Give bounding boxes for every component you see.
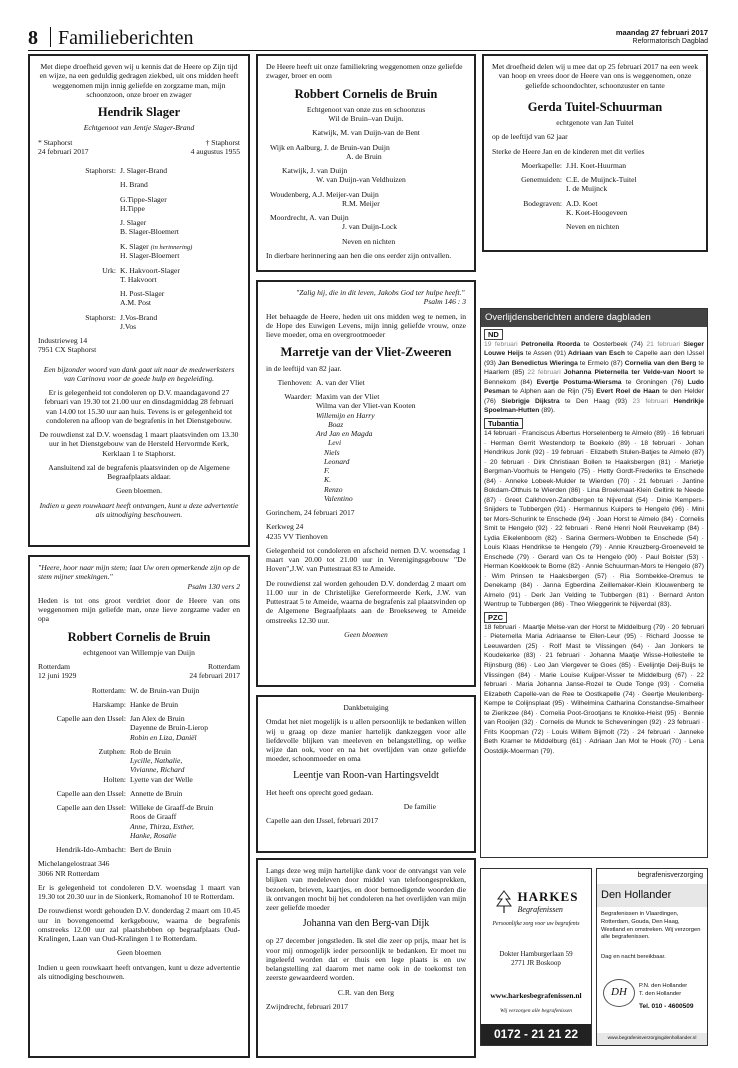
nd-entry-part: Jan Benedictus Wieringa [495, 359, 578, 367]
nd-entry-part: Evert Roel de Haan [593, 388, 660, 396]
relative: Leonard [324, 456, 350, 466]
relative: Jan Alex de Bruin [130, 714, 185, 723]
relative: K. [324, 475, 331, 485]
thanks-closing: Het heeft ons oprecht goed gedaan. [266, 787, 374, 797]
nd-entry-part: te Assen (91) [523, 350, 566, 358]
relative: Katwijk, J. van Duijn [282, 166, 348, 175]
dh-name: Den Hollander [597, 884, 707, 907]
relative: Willeke de Graaff-de Bruin [130, 803, 214, 812]
notice-intro: Met droefheid delen wij u mee dat op 25 februari 2017 na een week van hoop en vrees door de Heere van ons is weggenomen, onze geliefde schoondochter, schoonzuster en tante [492, 62, 699, 90]
verse: "Heere, hoor naar mijn stem; laat Uw oren opmerkende zijn op de stem mijner smekingen." [38, 563, 240, 582]
section-title: Familieberichten [58, 27, 194, 49]
notice-van-den-berg [256, 858, 476, 1058]
address-street: Michelangelostraat 346 [38, 859, 110, 869]
relative: W. van Duijn-van Veldhuizen [316, 175, 406, 185]
place-date: Gorinchem, 24 februari 2017 [266, 508, 355, 517]
harkes-website[interactable]: www.harkesbegrafenissen.nl [490, 991, 582, 1001]
dh-label: begrafenisverzorging [597, 869, 707, 885]
tag-nd: ND [484, 329, 503, 340]
nd-entry-part: 23 februari [627, 397, 669, 405]
address [38, 336, 240, 355]
relative-place: Hendrik-Ido-Ambacht: [55, 845, 126, 854]
notice-intro: De Heere heeft uit onze familiekring weggenomen onze geliefde zwager, broer en oom [266, 62, 463, 81]
relative-place: Urk: [102, 265, 116, 275]
harkes-logo-sub: Begrafenissen [517, 905, 563, 915]
dates [38, 138, 240, 157]
deceased-name: Marretje van der Vliet-Zweeren [280, 345, 452, 360]
tag-pzc: PZC [484, 612, 507, 623]
relative: K. Koet-Hoogeveen [566, 207, 628, 217]
other-papers-obituaries [480, 308, 708, 858]
relative: Maxim van der Vliet [316, 392, 380, 401]
nd-entry-part: Johanna Pieternella ter Velde-van Noort [560, 369, 696, 377]
notice-bruin-family [256, 54, 476, 272]
relative-place: Holten: [103, 774, 126, 784]
flowers-note: Geen bloemen. [116, 486, 162, 496]
notice-tuitel [482, 54, 708, 252]
relative: Katwijk, M. van Duijn-van de Bent [312, 128, 420, 138]
newspaper-name: Reformatorisch Dagblad [632, 38, 708, 45]
verse: "Zalig hij, die in dit leven, Jakobs God ter hulpe heeft." [296, 288, 465, 297]
relative: Valentino [324, 493, 353, 503]
nd-entry-part: Evertje Postuma-Wiersma [532, 378, 622, 386]
relative: Hanke de Bruin [130, 699, 179, 709]
header-rule [28, 50, 708, 51]
nd-entry-part: te Den Haag (93) [559, 397, 628, 405]
deceased-name: Robbert Cornelis de Bruin [67, 629, 211, 644]
den-hollander-advertisement [596, 868, 708, 1046]
tubantia-list: 14 februari · Franciscus Albertus Horselenberg te Almelo (89) · 16 februari · Herman Gerrit Westendorp te Boekelo (89) · 18 februari · Johan Hendrikus Jonk (92) · 19 februari · Elizabeth Stulen-Batjes te Almelo (87) · 20 februari · Dirk Christiaan Bollen te Haaksbergen (81) · Marietje Bergman-Voorhuis te Hengelo (75) · Hetty Gordt-Frederiks te Enschede (84) · Anneke Lobeek-Mulder te Wierden (70) · 21 februari · Jantine Bokdam-Olthuis te Wierden (86) · Lina Broekmaat-Klein Geltink te Neede (87) · Greet Calkhoven-Zandbergen te Nijverdal (54) · Dinie Kempers-Snijders te Tubbergen (91) · Hermannus Kuipers te Hengelo (96) · Mini ter Mors-Schurink te Enschede (94) · Joan Horst te Almelo (84) · Cornelis Smit te Hengelo (92) · 22 februari · René Henri Noël Reuvekamp (84) · Lydia Eikelenboom (82) · Sarina Germers-Wobben te Enschede (54) · Louis Klaas Hendrikse te Hengelo (79) · Annie Kreuzberg-Groeneveld te Enschede (79) · Gerard van Os te Hengelo (90) · Paul Bolster (53) · Herman Koekkoek te Borne (82) · Annie Schuurman-Mors te Hengelo (87) · Wim Prinsen te Haaksbergen (57) · Ria Sombekke-Oremus te Denekamp (84) · Janna Egberdina Zeillemaker-Klein Klouwenberg te Almelo (91) · Derk Jan Velding te Tubbergen (81) · Bernard Anton Wentrup te Tubbergen (86) · Theo Wieggerink te Nijverdal (83). [484, 429, 704, 609]
relative-place: Staphorst: [85, 166, 116, 175]
relative: A. de Bruin [346, 151, 382, 161]
signature: De familie [403, 801, 436, 811]
thanks-text: Langs deze weg mijn hartelijke dank voor de ontvangst van vele blijken van medeleven door middel van telefoongesprekken, bezoeken, brieven, kaartjes, en door bemoedigende woorden die ik ontvangen mocht bij het condoleren na het overlijden van mijn zeer geliefde moeder [266, 866, 466, 912]
age-line: in de leeftijd van 82 jaar. [266, 363, 342, 373]
nd-entry-part: te Bennekom (84) [484, 369, 704, 386]
nd-entry-part: te Capelle aan den IJssel (93) [484, 350, 704, 367]
thanks-text: Omdat het niet mogelijk is u allen persoonlijk te bedanken willen wij u graag op deze manier hartelijk dankzeggen voor alle liefdevolle blijken van meeleven en belangstelling, op welke wijze dan ook, voor en na het overlijden van onze geliefde moeder, schoonmoeder en oma [266, 717, 466, 764]
nd-entry-part: te Ermelo (87) [577, 359, 623, 367]
nd-entry-part: te Alphen aan de Rijn (75) [509, 388, 594, 396]
spouse-line: echtgenoot van Willempje van Duijn [83, 647, 195, 657]
relative-place: Staphorst: [85, 312, 116, 322]
relative: Vivianne, Richard [130, 765, 185, 775]
nd-list [484, 340, 704, 416]
relative: Willemijn en Harry [316, 410, 375, 420]
notice-intro: Heden is tot ons groot verdriet door de Heere van ons weggenomen mijn geliefde man, onze lieve zorgzame vader en opa [38, 595, 240, 624]
relative: Neven en nichten [342, 236, 396, 246]
comfort-line: Sterke de Heere Jan en de kinderen met dit verlies [492, 146, 645, 156]
relative: I. de Muijnck [566, 184, 608, 194]
relatives [38, 166, 240, 331]
relative-place: Capelle aan den IJssel: [56, 803, 126, 812]
harkes-phone[interactable]: 0172 - 21 21 22 [481, 1024, 591, 1045]
spouse-line: echtgenote van Jan Tuitel [556, 118, 634, 127]
deceased-name: Leentje van Roon-van Hartingsveldt [293, 769, 439, 781]
relative: Anne, Thirza, Esther, [130, 821, 194, 831]
nd-entry-part: te Groningen (76) [621, 378, 684, 386]
obituaries-title: Overlijdensberichten andere dagbladen [481, 309, 707, 327]
harkes-tagline: Persoonlijke zorg voor uw begrafenis [492, 921, 580, 927]
relative: F. [324, 466, 330, 475]
dh-phone[interactable]: Tel. 010 - 4600509 [639, 1003, 694, 1010]
dh-contact-2: T. den Hollander [639, 991, 682, 997]
address-city: 4235 VV Tienhoven [266, 531, 328, 541]
relative: Lyette van der Welle [130, 774, 193, 784]
relative: H. Slager-Bloemert [120, 251, 180, 261]
deceased-name: Robbert Cornelis de Bruin [294, 86, 438, 101]
relative: K. Hakvoort-Slager [120, 265, 180, 275]
relative: Rob de Bruin [130, 746, 171, 756]
nd-entry-part: Cornelia van den Berg [622, 359, 697, 367]
harkes-logo: HARKES [517, 889, 579, 905]
address-city: 3066 NR Rotterdam [38, 868, 100, 878]
notice-intro: Met diepe droefheid geven wij u kennis dat de Heere op Zijn tijd en wijze, na een geduldig gedragen ziekbed, uit ons midden heeft weggenomen mijn innig geliefde en zorgzame man, mijn schoonzoon, onze broer en zwager [39, 62, 239, 99]
relative: Dayenne de Bruin-Lierop [130, 723, 209, 733]
relative: Annette de Bruin [130, 788, 183, 798]
signature: C.R. van den Berg [337, 987, 395, 997]
birth-place: Rotterdam [38, 662, 71, 671]
deceased-name: Johanna van den Berg-van Dijk [302, 918, 430, 930]
relative: J. Slager-Brand [120, 166, 168, 175]
relative-place: Capelle aan den IJssel: [56, 714, 126, 723]
birth-place: * Staphorst [38, 137, 73, 147]
birth-date: 24 februari 2017 [38, 146, 89, 156]
deceased-name: Gerda Tuitel-Schuurman [527, 99, 663, 114]
remembrance-note: (in herinnering) [150, 243, 193, 251]
tree-logo-icon [494, 889, 514, 915]
relative: Levi [328, 438, 342, 448]
nd-entry-part: 19 februari [484, 340, 518, 348]
service-info: De rouwdienst wordt gehouden D.V. donderdag 2 maart om 10.45 uur in bovengenoemd kerkgebouw, waarna de begrafenis omstreeks 12.00 uur zal plaatshebben op begraafplaats Oud-Kralingen, Laan van Oud-Kralingen 1 te Rotterdam. [38, 906, 240, 943]
relative: H. Brand [120, 180, 148, 190]
relative: T. Hakvoort [120, 274, 157, 284]
pzc-list: 18 februari · Maartje Melse-van der Horst te Middelburg (79) · 20 februari · Pieternella Maria Adriaanse te Ellen-Leur (95) · Richard Joosse te Leeuwarden (25) · Rolf Mast te Vlissingen (64) · Jan Jonkers te Koudekerke (83) · 21 februari · Johanna Maatje Wisse-Hollestelle te Rijnsburg (86) · Leo Jan Viergever te Goes (85) · Evelijntje Deij-Buijs te Vlissingen (84) · Marie Louise Kuijper-Visser te Middelburg (67) · 22 februari · Maria Johanna Janse-Rozel te Oude Tonge (93) · Cornelia Elizabeth Capelle-van de Ree te Oostkapelle (74) · Geertje Meulenberg-Kempe te Colijnsplaat (95) · Wilhelmina Catharina Constandse-Smalheer te Zierikzee (84) · Cornelia Poot-Grootjans te Knokke-Heist (95) · Bennie van Rooijen (32) · Cornelis de Munck te Scheveningen (92) · 23 februari · Frits Koopman (72) · Louis Willem Bijmolt (72) · 24 februari · Janneke Beth Kramer te Middelburg (61) · Adriaan Jan Mol te Hoek (70) · Lena Oostdijk-Moerman (79). [484, 623, 704, 755]
relative: Neven en nichten [566, 222, 620, 231]
thanks-closing: op 27 december jongstleden. Ik stel die zeer op prijs, maar het is voor mij onmogelijk ieder persoonlijk te bedanken. Er moet nu ingeleefd worden dat er thuis een lege plaats is en uw belangstelling zal daarom met name ook in de toekomst ten zeerste gewaardeerd worden. [266, 936, 466, 983]
nd-entry-part: Sieger Louwe Heijs [484, 340, 704, 358]
relative: Roos de Graaff [130, 812, 177, 822]
flowers-note: Geen bloemen [116, 948, 162, 958]
thanks-note: Een bijzonder woord van dank gaat uit naar de medewerksters van Carinova voor de goede hulp en begeleiding. [43, 364, 235, 383]
relative: Woudenberg, A.J. Meijer-van Duijn [270, 189, 379, 199]
relative: H. Post-Slager [120, 289, 165, 299]
relative: J.H. Koet-Huurman [566, 160, 627, 170]
relative: Ard Jan en Magda [316, 429, 373, 438]
relative-place: Waarder: [284, 392, 312, 401]
issue-date: maandag 27 februari 2017 [615, 28, 708, 37]
relative: W. de Bruin-van Duijn [130, 685, 200, 695]
notice-van-der-vliet [256, 280, 476, 687]
nd-entry-part: Ludo Pesman [484, 378, 704, 396]
relative: J.Vos-Brand [120, 312, 158, 322]
service-info: De rouwdienst zal D.V. woensdag 1 maart plaatsvinden om 13.30 uur in het Dienstgebouw van de Hersteld Hervormde Kerk, Kerklaan 1 te Staphorst. [39, 430, 239, 458]
nd-entry-part: Adriaan van Esch [565, 350, 625, 358]
verse-reference: Psalm 130 vers 2 [187, 581, 240, 591]
dh-website[interactable]: www.begrafenisverzorgingdenhollander.nl [597, 1033, 707, 1045]
relative-place: Genemuiden: [521, 175, 562, 184]
relative-place: Tienhoven: [277, 377, 312, 387]
spouse-line: Echtgenoot van Jentje Slager-Brand [83, 123, 195, 133]
closing-note: In dierbare herinnering aan hen die ons eerder zijn ontvallen. [266, 250, 452, 260]
spouse-line: Echtgenoot van onze zus en schoonzus [306, 104, 426, 114]
place-date: Zwijndrecht, februari 2017 [266, 1001, 349, 1011]
relative: Wilma van der Vliet-van Kooten [316, 401, 416, 411]
notice-intro: Het behaagde de Heere, heden uit ons midden weg te nemen, in de Hope des Euwigen Levens, mijn innig geliefde vrouw, onze lieve moeder, oma en overgrootmoeder [266, 311, 466, 339]
notice-de-bruin [28, 555, 250, 1058]
nd-entry-part: (89). [539, 407, 555, 415]
nd-entry-part: te den Helder (76) [484, 388, 704, 405]
notice-dankbetuiging [256, 695, 476, 853]
nd-entry-part: te Oosterbeek (74) [580, 340, 643, 348]
relative: J. van Duijn-Lock [342, 222, 398, 232]
dh-availability: Dag en nacht bereikbaar. [601, 954, 666, 960]
tag-tubantia: Tubantia [484, 418, 523, 429]
birth-date: 12 juni 1929 [38, 671, 77, 681]
relative: A.D. Koet [566, 198, 598, 208]
relative-place: Bodegraven: [523, 198, 562, 208]
nd-entry-part: 22 februari [524, 369, 561, 377]
relative-place: Moerkapelle: [521, 160, 562, 170]
header-divider [50, 27, 51, 47]
relative: Niels [324, 447, 340, 457]
dh-logo: DH [603, 979, 635, 1007]
nd-entry-part: 21 februari [642, 340, 681, 348]
relative: Wijk en Aalburg, J. de Bruin-van Duijn [270, 142, 390, 152]
age-line: op de leeftijd van 62 jaar [492, 132, 568, 142]
relative: Hanke, Rosalie [130, 830, 177, 840]
nd-entry-part: te Haarlem (85) [484, 359, 704, 377]
harkes-address-street: Dokter Hamburgerlaan 59 [499, 950, 573, 959]
relative: H.Tippe [120, 203, 145, 213]
address-city: 7951 CX Staphorst [38, 345, 97, 355]
flowers-note: Geen bloemen [344, 629, 388, 639]
death-date: 4 augustus 1955 [190, 146, 240, 156]
notice-title: Dankbetuiging [343, 703, 389, 712]
place-date: Capelle aan den IJssel, februari 2017 [266, 816, 379, 826]
address-street: Industrieweg 14 [38, 336, 88, 346]
harkes-note: Wij verzorgen alle begrafenissen [499, 1008, 573, 1015]
address-street: Kerkweg 24 [266, 522, 304, 532]
relative-place: Rotterdam: [91, 685, 126, 695]
death-date: 24 februari 2017 [189, 671, 240, 681]
verse-reference: Psalm 146 : 3 [423, 297, 466, 307]
relative-place: Zutphen: [98, 746, 126, 756]
burial-info: Aansluitend zal de begrafenis plaatsvinden op de Algemene Begraafplaats aldaar. [48, 462, 230, 482]
relative: Boaz [328, 419, 344, 429]
relative: G.Tippe-Slager [120, 194, 167, 204]
relative: Robin en Liza, Daniël [130, 732, 197, 742]
relative: J. Slager [120, 218, 147, 227]
spouse-name: Wil de Bruin–van Duijn. [328, 114, 404, 123]
condolence-info: Er is gelegenheid tot condoleren D.V. woensdag 1 maart van 19.30 tot 20.30 uur in de Sionkerk, Romanohof 10 te Rotterdam. [38, 882, 240, 901]
relative: Lycille, Nathalie, [130, 756, 183, 765]
page-number: 8 [28, 27, 38, 49]
condolence-info: Gelegenheid tot condoleren en afscheid nemen D.V. woensdag 1 maart van 20.00 tot 21.00 uur in Verenigingsgebouw "De Hoven",J.W. van Puttestraat 83 te Ameide. [266, 545, 466, 574]
dh-contact-1: P.N. den Hollander [639, 983, 688, 989]
dh-description: Begrafenissen in Vlaardingen, Rotterdam, Gouda, Den Haag, Westland en omstreken. Wij verzorgen alle begrafenissen. [601, 911, 701, 941]
relative-place: Harskamp: [92, 699, 126, 709]
relative: K. Slager [120, 241, 149, 251]
relative-place: Capelle aan den IJssel: [56, 788, 126, 798]
harkes-address-city: 2771 JR Boskoop [511, 958, 561, 967]
death-place: Rotterdam [207, 662, 240, 671]
relative: B. Slager-Bloemert [120, 227, 179, 237]
notice-slager [28, 54, 250, 547]
relative: J.Vos [120, 321, 137, 331]
relative: A. van der Vliet [316, 377, 365, 387]
relative: Bert de Bruin [130, 845, 172, 854]
nd-entry-part: Petronella Roorda [517, 340, 581, 348]
deceased-name: Hendrik Slager [97, 105, 181, 119]
invitation-note: Indien u geen rouwkaart heeft ontvangen, kunt u deze advertentie als uitnodiging beschouwen. [38, 962, 240, 981]
relative: A.M. Post [120, 298, 152, 308]
relative: C.E. de Muijnck-Tuitel [566, 175, 637, 184]
invitation-note: Indien u geen rouwkaart heeft ontvangen, kunt u deze advertentie als uitnodiging beschouwen. [39, 500, 239, 519]
relative: Renzo [324, 484, 343, 494]
nd-entry-part: Siebrigje Dijkstra [495, 397, 560, 405]
relative: R.M. Meijer [342, 198, 380, 208]
condolence-info: Er is gelegenheid tot condoleren op D.V. maandagavond 27 februari van 19.30 tot 21.00 uur en dinsdagmiddag 28 februari van 14.00 tot 15.30 uur aan huis. Tevens is er gelegenheid tot condoleren na afloop van de begrafenis in het Dienstgebouw. [44, 388, 234, 425]
nd-entry-part: Hendrikje Spoelman-Hutten [484, 397, 704, 415]
service-info: De rouwdienst zal worden gehouden D.V. donderdag 2 maart om 11.00 uur in de Christelijke Gereformeerde Kerk, J.W. van Puttestraat 5 te Ameide, waarna de begrafenis zal plaatsvinden op de Algemene Begraafplaats aan de Broekseweg te Ameide omstreeks 12.30 uur. [266, 578, 466, 625]
death-place: † Staphorst [205, 137, 240, 147]
harkes-advertisement [480, 868, 592, 1046]
relative: Moordrecht, A. van Duijn [270, 213, 349, 222]
